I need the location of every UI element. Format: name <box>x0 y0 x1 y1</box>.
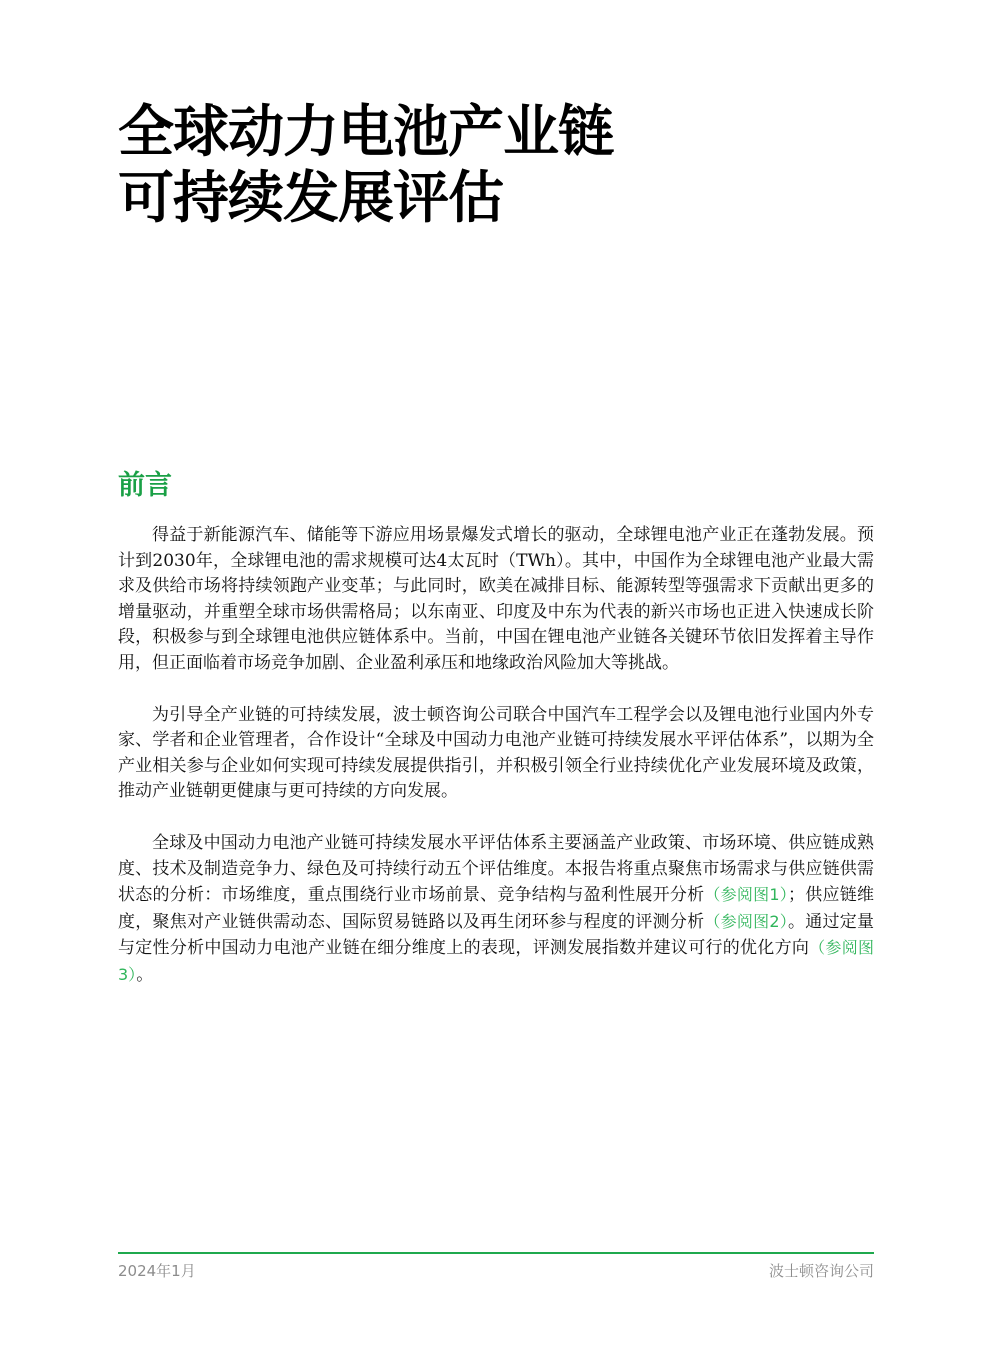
footer-organization: 波士顿咨询公司 <box>768 1262 874 1280</box>
paragraph-3-part-a: 全球及中国动力电池产业链可持续发展水平评估体系主要涵盖产业政策、市场环境、供应链成熟度、技术及制造竞争力、绿色及可持续行动五个评估维度。本报告将重点聚焦市场需求与供应链供需状态的分析：市场维度，重点围绕行业市场前景、竞争结构与盈利性展开分析 <box>118 832 874 906</box>
document-title <box>118 100 878 232</box>
figure-reference-3[interactable]: （参阅图3） <box>118 938 874 984</box>
section-heading-preface: 前言 <box>118 470 172 501</box>
title-line-1: 全球动力电池产业链 <box>118 100 613 165</box>
title-line-2: 可持续发展评估 <box>118 166 503 231</box>
figure-reference-2[interactable]: （参阅图2） <box>704 911 789 931</box>
paragraph-3-part-d: 。 <box>136 964 154 985</box>
paragraph-2: 为引导全产业链的可持续发展，波士顿咨询公司联合中国汽车工程学会以及锂电池行业国内外专家、学者和企业管理者，合作设计“全球及中国动力电池产业链可持续发展水平评估体系”，以期为全产业相关参与企业如何实现可持续发展提供指引，并积极引领全行业持续优化产业发展环境及政策，推动产业链朝更健康与更可持续的方向发展。 <box>118 704 874 802</box>
paragraph-3-part-c: 。通过定量与定性分析中国动力电池产业链在细分维度上的表现，评测发展指数并建议可行的优化方向 <box>118 911 874 959</box>
figure-reference-1[interactable]: （参阅图1） <box>704 885 789 905</box>
footer-divider <box>118 1252 874 1254</box>
preface-body <box>118 523 874 1015</box>
footer-date: 2024年1月 <box>118 1262 196 1280</box>
paragraph-3-part-b: ；供应链维度，聚焦对产业链供需动态、国际贸易链路以及再生闭环参与程度的评测分析 <box>118 885 874 932</box>
paragraph-3 <box>118 831 874 989</box>
paragraph-1: 得益于新能源汽车、储能等下游应用场景爆发式增长的驱动，全球锂电池产业正在蓬勃发展。预计到2030年，全球锂电池的需求规模可达4太瓦时（TWh）。其中，中国作为全球锂电池产业最大需求及供给市场将持续领跑产业变革；与此同时，欧美在减排目标、能源转型等强需求下贡献出更多的增量驱动，并重塑全球市场供需格局；以东南亚、印度及中东为代表的新兴市场也正进入快速成长阶段，积极参与到全球锂电池供应链体系中。当前，中国在锂电池产业链各关键环节依旧发挥着主导作用，但正面临着市场竞争加剧、企业盈利承压和地缘政治风险加大等挑战。 <box>118 525 874 673</box>
